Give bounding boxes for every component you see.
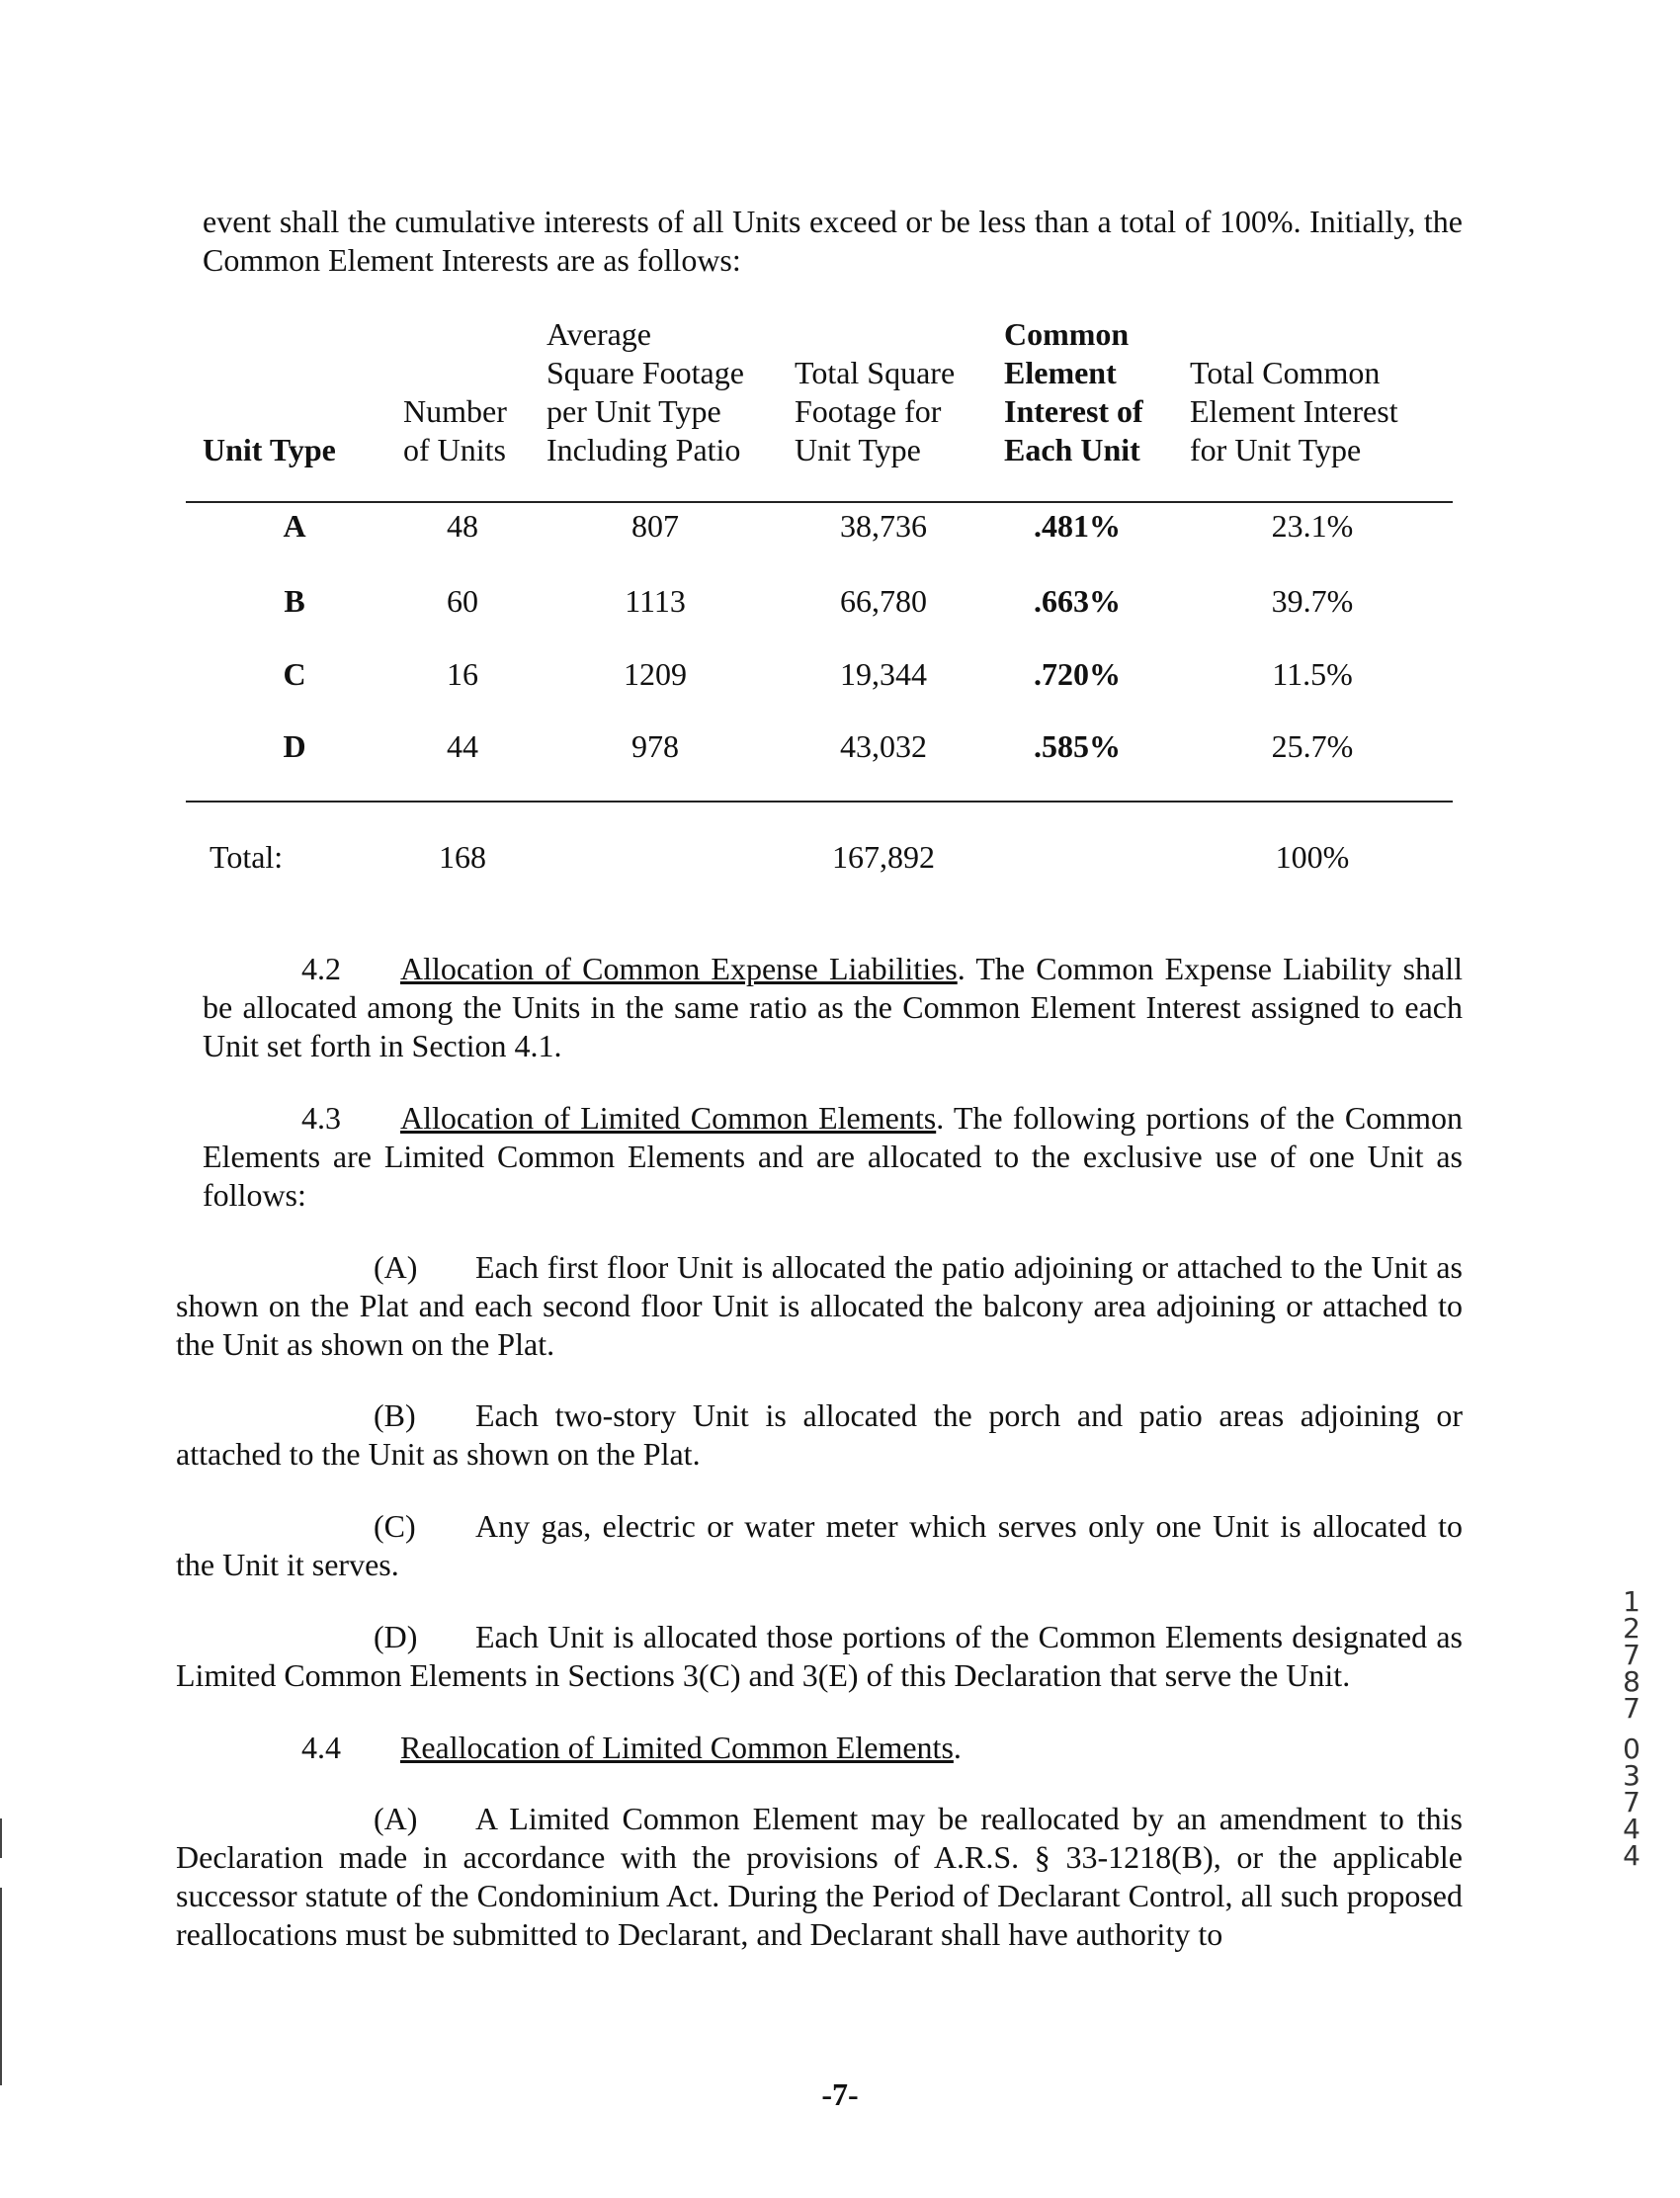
subsection-text: Any gas, electric or water meter which serves only one Unit is allocated to the Unit it serves.	[176, 1508, 1463, 1582]
total-sq-footage: 167,892	[832, 839, 935, 875]
header-tce-l2: Element Interest	[1190, 393, 1398, 429]
section-4-2	[203, 950, 1463, 1065]
cell-units: 44	[447, 728, 478, 764]
subsection-text: Each two-story Unit is allocated the porch and patio areas adjoining or attached to the Unit as shown on the Plat.	[176, 1397, 1463, 1472]
cell-total-interest: 11.5%	[1272, 656, 1353, 692]
margin-digit: 7	[1623, 1786, 1640, 1818]
cell-unit-type: A	[283, 508, 306, 544]
section-period: .	[953, 1730, 962, 1765]
total-label: Total:	[210, 839, 284, 875]
header-avg-l2: Square Footage	[546, 355, 744, 390]
margin-digit: 1	[1623, 1585, 1640, 1618]
cell-unit-type: C	[283, 656, 306, 692]
subsection-tag: (B)	[374, 1397, 416, 1433]
section-number: 4.4	[301, 1730, 341, 1765]
cell-avg: 807	[631, 508, 679, 544]
scan-edge-mark	[0, 1818, 2, 1858]
margin-digit: 4	[1623, 1813, 1640, 1845]
margin-digit: 8	[1623, 1665, 1640, 1698]
cell-total-interest: 25.7%	[1271, 728, 1354, 764]
header-tce-l3: for Unit Type	[1190, 432, 1362, 467]
cell-total: 66,780	[840, 583, 927, 619]
cell-interest: .720%	[1034, 656, 1121, 692]
cell-unit-type: D	[283, 728, 306, 764]
cell-interest: .663%	[1034, 583, 1121, 619]
header-ce-l3: Interest of	[1004, 393, 1143, 429]
cell-interest: .585%	[1034, 728, 1121, 764]
section-number: 4.2	[301, 951, 341, 986]
section-number: 4.3	[301, 1100, 341, 1136]
subsection-4-3-c	[176, 1507, 1463, 1584]
header-total-sq-l1: Total Square	[795, 355, 956, 390]
section-title: Allocation of Limited Common Elements	[400, 1100, 937, 1136]
subsection-text: Each first floor Unit is allocated the patio adjoining or attached to the Unit as shown on the Plat and each second floor Unit is allocated the balcony area adjoining or attached to the Unit as shown on the Plat.	[176, 1249, 1463, 1362]
cell-units: 48	[447, 508, 478, 544]
subsection-tag: (A)	[374, 1801, 418, 1836]
subsection-text: A Limited Common Element may be reallocated by an amendment to this Declaration made in accordance with the provisions of A.R.S. § 33-1218(B), or the applicable successor statute of the Condominium Act. During the Period of Declarant Control, all such proposed reallocations must be submitted to Declarant, and Declarant shall have authority to	[176, 1801, 1463, 1952]
subsection-4-3-b	[176, 1396, 1463, 1474]
subsection-4-3-a	[176, 1248, 1463, 1364]
cell-avg: 1113	[625, 583, 686, 619]
subsection-tag: (C)	[374, 1508, 416, 1544]
header-ce-l4: Each Unit	[1004, 432, 1140, 467]
subsection-tag: (D)	[374, 1619, 418, 1654]
header-total-sq-l2: Footage for	[795, 393, 942, 429]
cell-avg: 978	[631, 728, 679, 764]
header-number-units-l1: Number	[403, 393, 507, 429]
margin-digit: 0	[1623, 1733, 1640, 1765]
section-text: . The following portions of the Common Elements are Limited Common Elements and are allocated to the exclusive use of one Unit as follows:	[203, 1100, 1464, 1213]
section-text: . The Common Expense Liability shall be allocated among the Units in the same ratio as the Common Element Interest assigned to each Unit set forth in Section 4.1.	[203, 951, 1464, 1063]
subsection-4-3-d	[176, 1618, 1463, 1695]
section-4-4	[203, 1729, 1463, 1767]
scan-edge-mark	[0, 1888, 2, 2085]
section-title: Allocation of Common Expense Liabilities	[400, 951, 958, 986]
cell-total: 19,344	[840, 656, 927, 692]
cell-units: 60	[447, 583, 478, 619]
cell-total-interest: 23.1%	[1271, 508, 1354, 544]
header-unit-type: Unit Type	[203, 432, 336, 467]
cell-total-interest: 39.7%	[1271, 583, 1354, 619]
page-number: -7-	[821, 2076, 859, 2112]
table-total-rule	[186, 801, 1453, 803]
cell-units: 16	[447, 656, 478, 692]
section-4-3	[203, 1099, 1463, 1215]
margin-digit: 7	[1623, 1692, 1640, 1725]
intro-paragraph: event shall the cumulative interests of all Units exceed or be less than a total of 100%. Initially, the Common Element Interests are as follows:	[203, 204, 1463, 278]
cell-unit-type: B	[284, 583, 305, 619]
table-header-rule	[186, 501, 1453, 503]
header-avg-l4: Including Patio	[546, 432, 741, 467]
subsection-text: Each Unit is allocated those portions of the Common Elements designated as Limited Common Elements in Sections 3(C) and 3(E) of this Declaration that serve the Unit.	[176, 1619, 1463, 1693]
margin-digit: 3	[1623, 1759, 1640, 1792]
margin-digit: 2	[1623, 1612, 1640, 1645]
section-title: Reallocation of Limited Common Elements	[400, 1730, 954, 1765]
header-ce-l2: Element	[1004, 355, 1117, 390]
subsection-tag: (A)	[374, 1249, 418, 1285]
header-total-sq-l3: Unit Type	[795, 432, 921, 467]
cell-total: 38,736	[840, 508, 927, 544]
margin-digit: 7	[1623, 1639, 1640, 1671]
header-number-units-l2: of Units	[403, 432, 506, 467]
subsection-4-4-a	[176, 1800, 1463, 1954]
cell-total: 43,032	[840, 728, 927, 764]
cell-avg: 1209	[624, 656, 687, 692]
total-units: 168	[439, 839, 486, 875]
margin-digit: 4	[1623, 1839, 1640, 1872]
total-interest: 100%	[1275, 839, 1350, 875]
header-avg-l3: per Unit Type	[546, 393, 721, 429]
header-ce-l1: Common	[1004, 316, 1130, 352]
cell-interest: .481%	[1034, 508, 1121, 544]
header-avg-l1: Average	[546, 316, 651, 352]
header-tce-l1: Total Common	[1190, 355, 1381, 390]
